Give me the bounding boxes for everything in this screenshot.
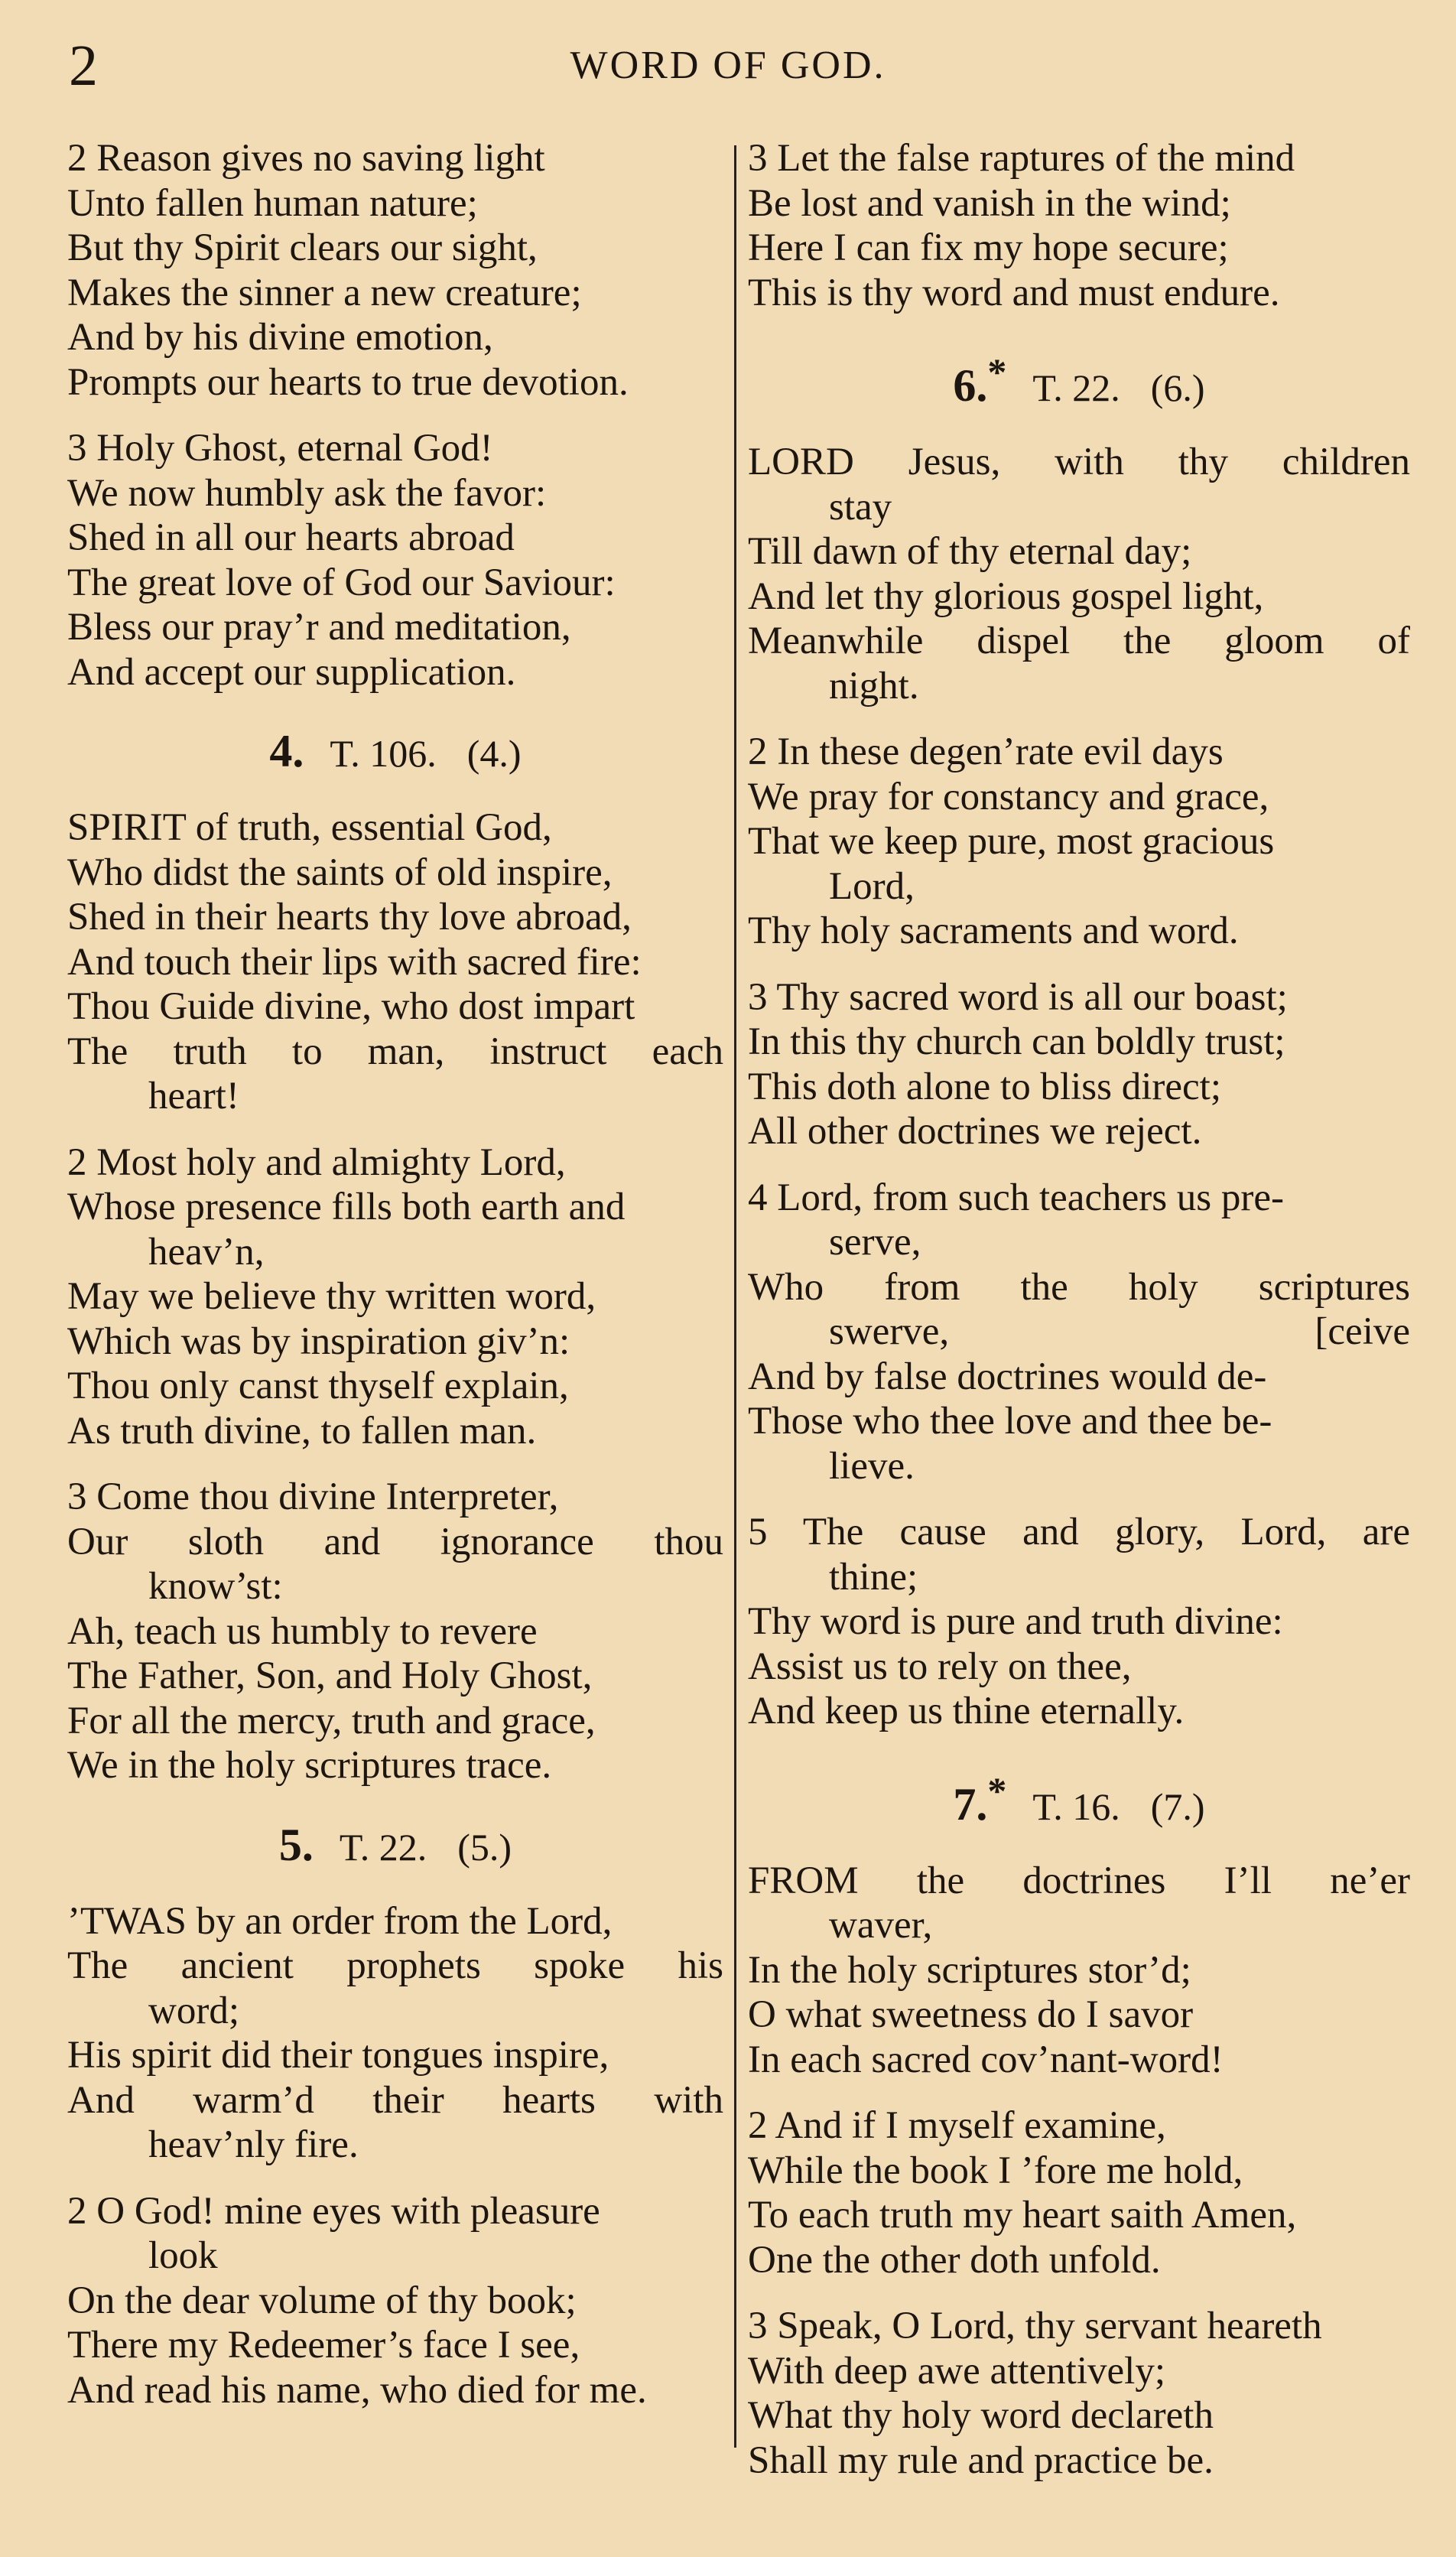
stanza	[748, 730, 1410, 954]
hymn-number	[953, 1768, 1007, 1830]
verse-line: To each truth my heart saith Amen,	[748, 2194, 1297, 2237]
verse-line: Thou only canst thyself explain,	[67, 1365, 569, 1407]
verse-line: Thou Guide divine, who dost impart	[67, 985, 635, 1028]
verse-line: 3 Come thou divine Interpreter,	[67, 1475, 559, 1518]
stanza	[67, 805, 723, 1119]
verse-line: Here I can fix my hope secure;	[748, 226, 1229, 269]
verse-line-continuation: night.	[829, 664, 919, 708]
verse-line: And touch their lips with sacred fire:	[67, 940, 642, 984]
hymn-number: 5.	[278, 1819, 314, 1870]
hymn-heading	[67, 1819, 723, 1870]
verse-line: Makes the sinner a new creature;	[67, 271, 582, 314]
verse-line: ’TWAS by an order from the Lord,	[67, 1899, 613, 1943]
verse-line: And by false doctrines would de-	[748, 1355, 1267, 1398]
verse-line-continuation: word;	[148, 1989, 239, 2032]
stanza	[748, 136, 1410, 315]
verse-line: May we believe thy written word,	[67, 1275, 596, 1318]
stanza	[748, 2103, 1410, 2282]
verse-line: Meanwhile dispel the gloom of	[748, 620, 1410, 662]
verse-line: O what sweetness do I savor	[748, 1993, 1194, 2036]
tune-number: T. 22.	[339, 1825, 427, 1869]
verse-line: Prompts our hearts to true devotion.	[67, 360, 629, 404]
tune-number: T. 16.	[1032, 1784, 1120, 1828]
hymn-number: 4.	[269, 726, 304, 776]
verse-line: Bless our pray’r and meditation,	[67, 606, 571, 649]
hymn-heading	[748, 1768, 1410, 1830]
stanza	[748, 440, 1410, 708]
asterisk-mark: *	[987, 350, 1007, 393]
verse-line: The truth to man, instruct each	[67, 1030, 723, 1073]
verse-line: 3 Holy Ghost, eternal God!	[67, 427, 493, 470]
verse-line: With deep awe attentively;	[748, 2349, 1165, 2393]
page-number: 2	[69, 34, 98, 98]
verse-line: And warm’d their hearts with	[67, 2078, 723, 2122]
verse-line: Thy holy sacraments and word.	[748, 909, 1239, 952]
hymn-ref: (7.)	[1150, 1784, 1205, 1828]
verse-line: And accept our supplication.	[67, 650, 516, 694]
stanza	[67, 1475, 723, 1788]
verse-line: The Father, Son, and Holy Ghost,	[67, 1654, 593, 1697]
stanza	[67, 136, 723, 405]
hymn-ref: (6.)	[1150, 366, 1205, 409]
verse-line: Who didst the saints of old inspire,	[67, 851, 613, 894]
verse-line: This is thy word and must endure.	[748, 271, 1280, 314]
stanza	[67, 1899, 723, 2168]
verse-line: While the book I ’fore me hold,	[748, 2149, 1243, 2192]
hymn-number	[953, 350, 1007, 411]
verse-line: In each sacred cov’nant-word!	[748, 2038, 1224, 2081]
stanza	[67, 426, 723, 695]
verse-line: There my Redeemer’s face I see,	[67, 2324, 580, 2367]
verse-line: Who from the holy scriptures	[748, 1265, 1410, 1309]
verse-line: His spirit did their tongues inspire,	[67, 2034, 609, 2077]
verse-line: 5 The cause and glory, Lord, are	[748, 1511, 1410, 1553]
tune-number: T. 22.	[1032, 366, 1120, 409]
verse-line: 3 Let the false raptures of the mind	[748, 137, 1295, 180]
stanza	[67, 2189, 723, 2413]
verse-line-continuation: heart!	[148, 1075, 239, 1117]
left-column	[67, 136, 723, 2434]
verse-line: One the other doth unfold.	[748, 2238, 1161, 2282]
verse-line-continuation: know’st:	[148, 1565, 283, 1608]
asterisk-mark: *	[987, 1768, 1007, 1812]
verse-line: Be lost and vanish in the wind;	[748, 181, 1231, 225]
verse-line: On the dear volume of thy book;	[67, 2279, 577, 2322]
column-rule	[734, 145, 736, 2448]
verse-line: And by his divine emotion,	[67, 316, 493, 359]
verse-line: For all the mercy, truth and grace,	[67, 1699, 596, 1742]
verse-line: What thy holy word declareth	[748, 2394, 1214, 2437]
verse-line: Shed in their hearts thy love abroad,	[67, 896, 632, 939]
hymn-heading	[748, 349, 1410, 411]
verse-line: We now humbly ask the favor:	[67, 471, 547, 515]
hymn-number-text: 6.	[953, 360, 988, 411]
verse-line: Unto fallen human nature;	[67, 181, 478, 225]
stanza	[748, 2304, 1410, 2483]
verse-line: In this thy church can boldly trust;	[748, 1020, 1285, 1063]
verse-line-continuation: stay	[829, 485, 892, 529]
verse-line: Shed in all our hearts abroad	[67, 516, 515, 559]
verse-line: As truth divine, to fallen man.	[67, 1409, 537, 1453]
verse-line: We pray for constancy and grace,	[748, 775, 1269, 818]
verse-line: Shall my rule and practice be.	[748, 2438, 1214, 2482]
verse-line: Whose presence fills both earth and	[67, 1186, 626, 1228]
stanza	[748, 1176, 1410, 1489]
verse-line: Which was by inspiration giv’n:	[67, 1319, 570, 1363]
stanza	[748, 1510, 1410, 1734]
verse-line: SPIRIT of truth, essential God,	[67, 806, 552, 849]
verse-line: 2 Reason gives no saving light	[67, 137, 545, 180]
verse-line: Assist us to rely on thee,	[748, 1644, 1132, 1688]
hymn-ref: (5.)	[457, 1825, 512, 1869]
verse-line-continuation: waver,	[829, 1904, 933, 1947]
verse-line: And keep us thine eternally.	[748, 1690, 1185, 1732]
verse-line-continuation: thine;	[829, 1555, 918, 1599]
verse-line: We in the holy scriptures trace.	[67, 1744, 552, 1787]
verse-line: 2 O God! mine eyes with pleasure	[67, 2189, 600, 2233]
verse-line: 2 And if I myself examine,	[748, 2104, 1166, 2147]
verse-line: Thy word is pure and truth divine:	[748, 1600, 1283, 1643]
verse-line: Those who thee love and thee be-	[748, 1400, 1272, 1443]
verse-line: And read his name, who died for me.	[67, 2368, 647, 2412]
verse-line: Till dawn of thy eternal day;	[748, 530, 1192, 573]
right-column	[748, 136, 1410, 2504]
verse-line-continuation: serve,	[829, 1221, 921, 1264]
tune-number: T. 106.	[330, 732, 437, 775]
verse-line-continuation: swerve, [ceive	[829, 1310, 1410, 1353]
stanza	[67, 1140, 723, 1454]
verse-line: 3 Speak, O Lord, thy servant heareth	[748, 2305, 1322, 2347]
verse-line: And let thy glorious gospel light,	[748, 574, 1264, 618]
verse-line: That we keep pure, most gracious	[748, 820, 1275, 863]
hymn-ref: (4.)	[466, 732, 522, 775]
running-title: WORD OF GOD.	[570, 44, 886, 87]
verse-line: 2 Most holy and almighty Lord,	[67, 1140, 566, 1184]
verse-line-continuation: look	[148, 2234, 218, 2277]
verse-line: 2 In these degen’rate evil days	[748, 730, 1224, 773]
verse-line: Ah, teach us humbly to revere	[67, 1609, 538, 1653]
verse-line-continuation: lieve.	[829, 1444, 915, 1488]
verse-line: The great love of God our Saviour:	[67, 561, 616, 604]
verse-line: In the holy scriptures stor’d;	[748, 1948, 1191, 1992]
verse-line: 3 Thy sacred word is all our boast;	[748, 975, 1288, 1019]
verse-line: All other doctrines we reject.	[748, 1110, 1202, 1153]
verse-line: LORD Jesus, with thy children	[748, 441, 1410, 483]
hymn-heading	[67, 728, 723, 776]
verse-line-continuation: heav’n,	[148, 1230, 265, 1274]
verse-line: The ancient prophets spoke his	[67, 1944, 723, 1987]
hymn-number-text: 7.	[953, 1778, 988, 1830]
stanza	[748, 1859, 1410, 2083]
verse-line: 4 Lord, from such teachers us pre-	[748, 1176, 1285, 1219]
verse-line: Our sloth and ignorance thou	[67, 1520, 723, 1563]
verse-line: This doth alone to bliss direct;	[748, 1065, 1221, 1108]
verse-line: But thy Spirit clears our sight,	[67, 226, 538, 269]
stanza	[748, 975, 1410, 1154]
verse-line: FROM the doctrines I’ll ne’er	[748, 1859, 1410, 1902]
verse-line-continuation: heav’nly fire.	[148, 2123, 359, 2166]
verse-line-continuation: Lord,	[829, 864, 915, 908]
